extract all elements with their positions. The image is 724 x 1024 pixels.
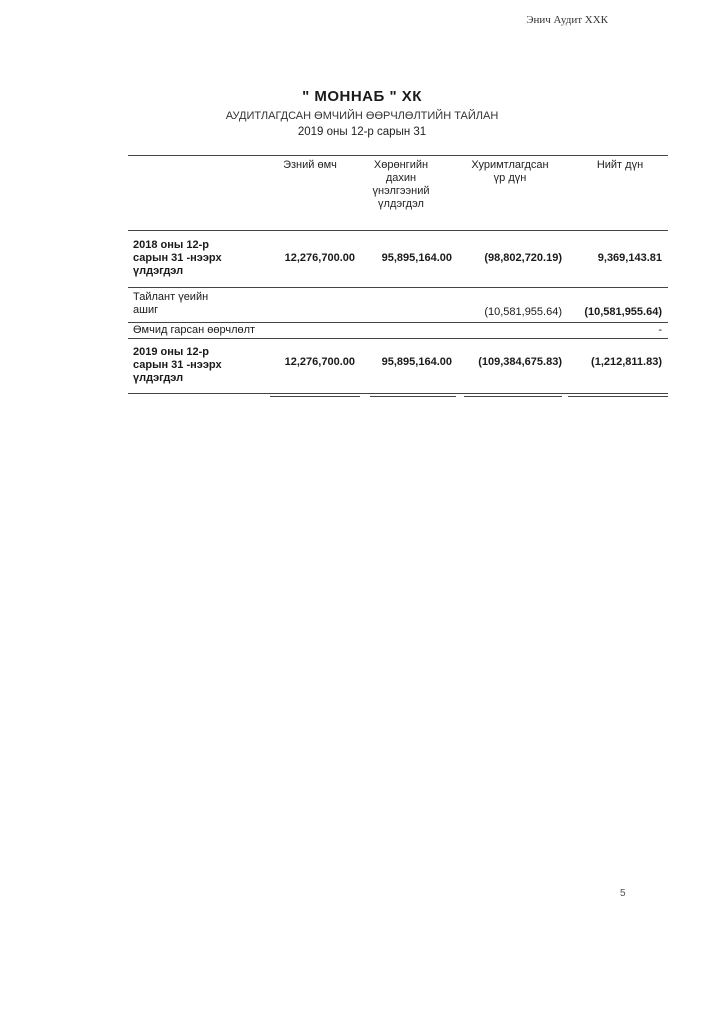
header-bottom-rule	[128, 230, 668, 231]
double-underline	[464, 393, 562, 397]
row-label-line: үлдэгдэл	[133, 265, 184, 277]
row-label-equity-changes	[133, 324, 333, 337]
column-header-total	[580, 159, 660, 172]
double-underline	[568, 393, 668, 397]
column-header-line: Эзний өмч	[283, 159, 337, 171]
closing-revaluation-reserve: 95,895,164.00	[381, 356, 452, 368]
double-underline	[370, 393, 456, 397]
opening-revaluation-reserve: 95,895,164.00	[381, 252, 452, 264]
row-label-line: Тайлант үеийн	[133, 291, 209, 303]
column-header-revaluation-reserve	[360, 159, 442, 211]
table-top-rule	[128, 155, 668, 156]
report-subtitle: АУДИТЛАГДСАН ӨМЧИЙН ӨӨРЧЛӨЛТИЙН ТАЙЛАН	[225, 110, 499, 122]
row-label-opening-balance	[133, 239, 263, 278]
column-header-line: Хуримтлагдсан	[471, 159, 549, 171]
row-label-closing-balance	[133, 346, 263, 385]
company-title: " МОННАБ " ХК	[302, 88, 422, 105]
column-header-line: үр дүн	[493, 172, 527, 184]
closing-total: (1,212,811.83)	[591, 356, 662, 368]
opening-retained-earnings: (98,802,720.19)	[484, 252, 562, 264]
column-header-owner-equity	[270, 159, 350, 172]
column-header-line: Хөрөнгийн	[373, 159, 429, 171]
row-divider	[128, 338, 668, 339]
opening-total: 9,369,143.81	[597, 252, 662, 264]
opening-owner-equity: 12,276,700.00	[284, 252, 355, 264]
page-number: 5	[620, 888, 626, 899]
row-divider	[128, 287, 668, 288]
row-label-line: 2019 оны 12-р	[133, 346, 209, 358]
closing-retained-earnings: (109,384,675.83)	[478, 356, 562, 368]
row-label-line: үлдэгдэл	[133, 372, 184, 384]
row-label-line: Өмчид гарсан өөрчлөлт	[133, 324, 256, 336]
period-profit-total: (10,581,955.64)	[584, 306, 662, 318]
report-date: 2019 оны 12-р сарын 31	[297, 126, 427, 138]
row-label-line: сарын 31 -нээрх	[133, 359, 222, 371]
period-profit-retained-earnings: (10,581,955.64)	[484, 306, 562, 318]
column-header-line: үлдэгдэл	[378, 198, 424, 210]
row-label-line: ашиг	[133, 304, 159, 316]
column-header-line: үнэлгээний	[372, 185, 430, 197]
column-header-line: дахин	[385, 172, 417, 184]
row-label-period-profit	[133, 291, 263, 317]
column-header-retained-earnings	[460, 159, 560, 185]
equity-changes-total: -	[658, 324, 662, 336]
row-label-line: сарын 31 -нээрх	[133, 252, 222, 264]
column-header-line: Нийт дүн	[596, 159, 644, 171]
row-label-line: 2018 оны 12-р	[133, 239, 209, 251]
closing-owner-equity: 12,276,700.00	[284, 356, 355, 368]
auditor-name: Энич Аудит ХХК	[526, 14, 608, 26]
row-divider	[128, 322, 668, 323]
double-underline	[270, 393, 360, 397]
